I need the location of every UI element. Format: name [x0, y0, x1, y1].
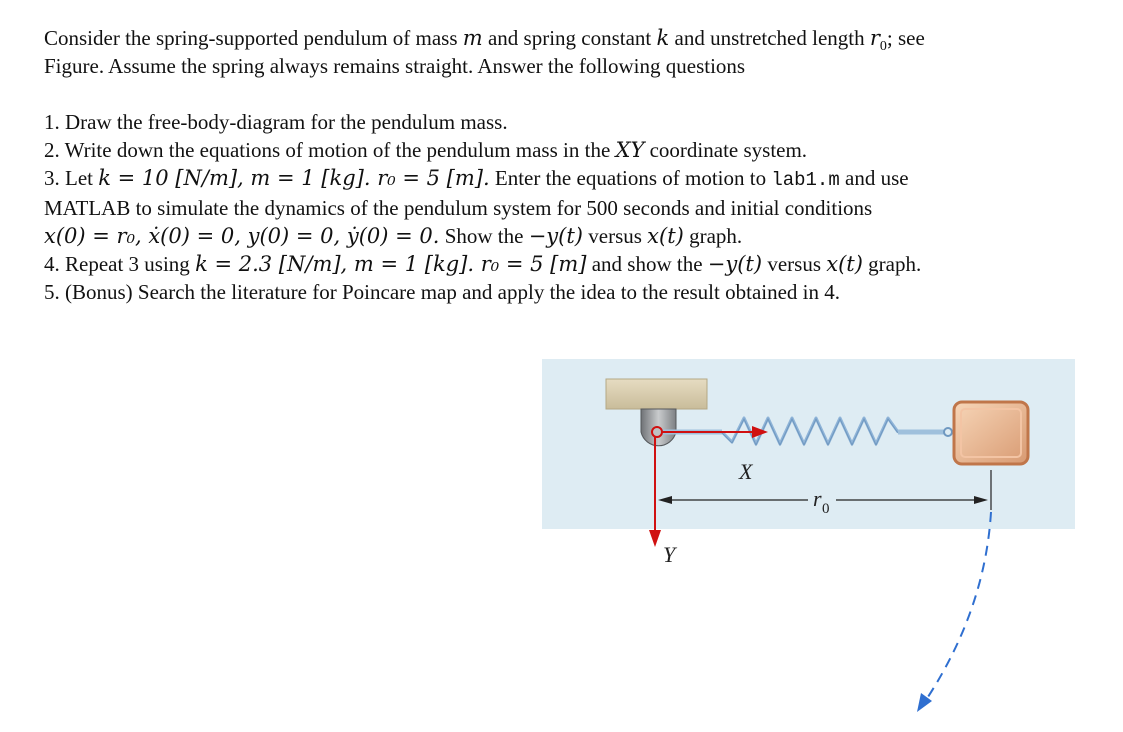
swing-path — [926, 512, 991, 700]
intro-text: and unstretched length — [669, 26, 870, 50]
intro-text: and spring constant — [482, 26, 657, 50]
q4-params: k = 2.3 [N/m], m = 1 [kg]. r₀ = 5 [m] — [195, 252, 587, 276]
q2-text: coordinate system. — [644, 138, 808, 162]
r0-label: r — [813, 486, 822, 511]
graph-x: x(t) — [826, 252, 863, 276]
intro-text: Consider the spring-supported pendulum of mass — [44, 26, 463, 50]
length-symbol: r — [869, 26, 880, 50]
graph-y: −y(t) — [707, 252, 763, 276]
intro-line-2: Figure. Assume the spring always remains straight. Answer the following questions — [44, 54, 746, 78]
question-3-line-2: MATLAB to simulate the dynamics of the pendulum system for 500 seconds and initial conditions — [44, 196, 873, 220]
r0-label-subscript: 0 — [822, 501, 830, 517]
q4-text: 4. Repeat 3 using — [44, 252, 196, 276]
y-axis-label: Y — [663, 542, 676, 567]
question-1: 1. Draw the free-body-diagram for the pendulum mass. — [44, 110, 508, 134]
q3-text: Enter the equations of motion to — [489, 166, 772, 190]
mass-symbol: m — [462, 26, 483, 50]
mass-block — [954, 402, 1028, 464]
q3-text: Show the — [439, 224, 529, 248]
question-5: 5. (Bonus) Search the literature for Poincare map and apply the idea to the result obtained in 4. — [44, 280, 841, 304]
q3-text: versus — [583, 224, 648, 248]
matlab-filename: lab1.m — [771, 169, 840, 191]
y-axis-arrowhead — [649, 530, 661, 547]
q3-text: graph. — [683, 224, 743, 248]
graph-x: x(t) — [647, 224, 684, 248]
length-subscript: 0 — [879, 39, 887, 55]
q3-params: k = 10 [N/m], m = 1 [kg]. r₀ = 5 [m]. — [98, 166, 490, 190]
q3-text: 3. Let — [44, 166, 99, 190]
r0-arrow-left — [658, 496, 672, 504]
intro-text: ; see — [886, 26, 925, 50]
ceiling-block — [606, 379, 707, 409]
spring-eye — [944, 428, 952, 436]
pivot-point — [652, 427, 662, 437]
q3-text: and use — [839, 166, 909, 190]
q4-text: and show the — [586, 252, 708, 276]
graph-y: −y(t) — [528, 224, 583, 248]
r0-arrow-right — [974, 496, 988, 504]
spring-constant-symbol: k — [656, 26, 670, 50]
q4-text: versus — [762, 252, 827, 276]
xy-symbol: XY — [615, 138, 645, 162]
q2-text: 2. Write down the equations of motion of the pendulum mass in the — [44, 138, 616, 162]
x-axis-label: X — [739, 459, 753, 484]
initial-conditions: x(0) = r₀, ẋ(0) = 0, y(0) = 0, ẏ(0) = 0. — [44, 224, 440, 248]
q4-text: graph. — [862, 252, 922, 276]
